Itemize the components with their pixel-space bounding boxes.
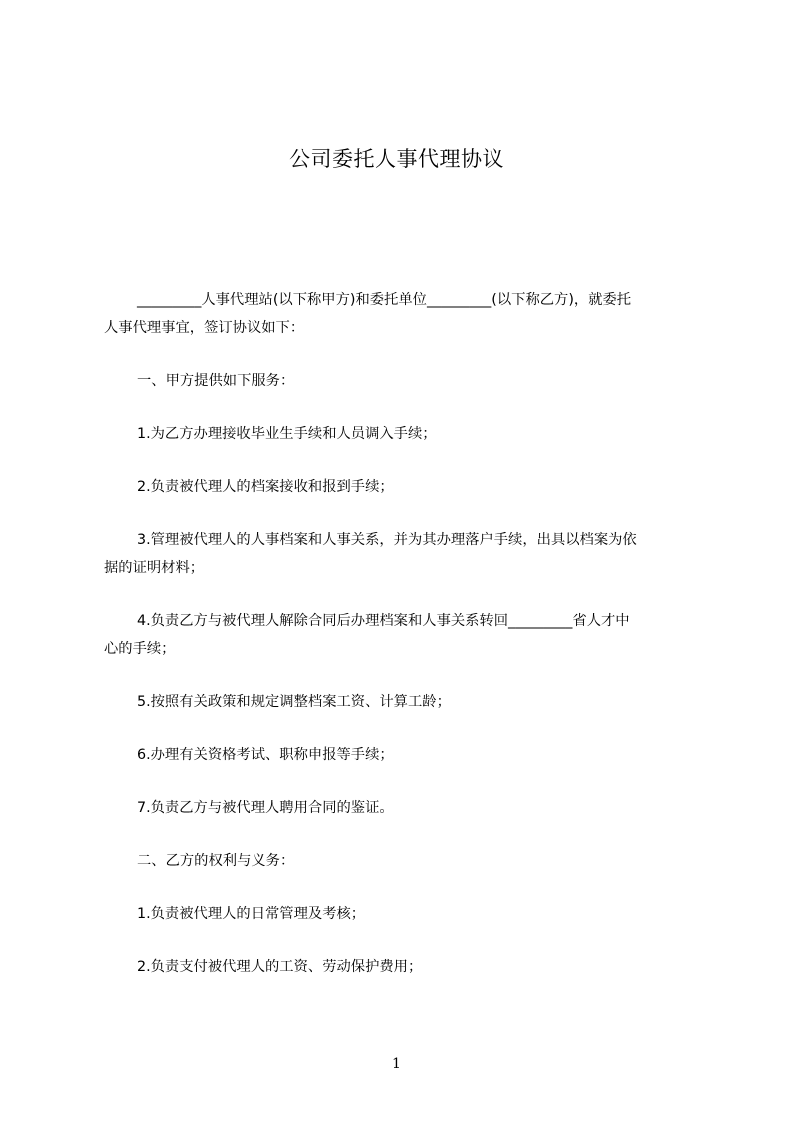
- section-heading-2: 二、乙方的权利与义务：: [137, 853, 295, 869]
- list-item: 5.按照有关政策和规定调整档案工资、计算工龄；: [137, 694, 451, 710]
- list-item-continuation: 据的证明材料；: [104, 560, 205, 576]
- list-item: 6.办理有关资格考试、职称申报等手续；: [137, 747, 394, 763]
- paragraph-1-line-1: _________人事代理站(以下称甲方)和委托单位_________(以下称乙方)，就委托: [137, 292, 632, 308]
- paragraph-1-line-2: 人事代理事宜，签订协议如下：: [104, 320, 305, 336]
- list-item-continuation: 心的手续；: [104, 641, 176, 657]
- list-item: 3.管理被代理人的人事档案和人事关系，并为其办理落户手续，出具以档案为依: [137, 532, 637, 548]
- list-item: 2.负责被代理人的档案接收和报到手续；: [137, 479, 394, 495]
- page-number: 1: [392, 1056, 401, 1072]
- list-item: 2.负责支付被代理人的工资、劳动保护费用；: [137, 959, 423, 975]
- document-title: 公司委托人事代理协议: [289, 147, 504, 171]
- section-heading-1: 一、甲方提供如下服务：: [137, 373, 295, 389]
- list-item: 1.负责被代理人的日常管理及考核；: [137, 906, 366, 922]
- list-item: 1.为乙方办理接收毕业生手续和人员调入手续；: [137, 426, 437, 442]
- list-item: 7.负责乙方与被代理人聘用合同的鉴证。: [137, 800, 394, 816]
- list-item: 4.负责乙方与被代理人解除合同后办理档案和人事关系转回_________省人才中: [137, 613, 630, 629]
